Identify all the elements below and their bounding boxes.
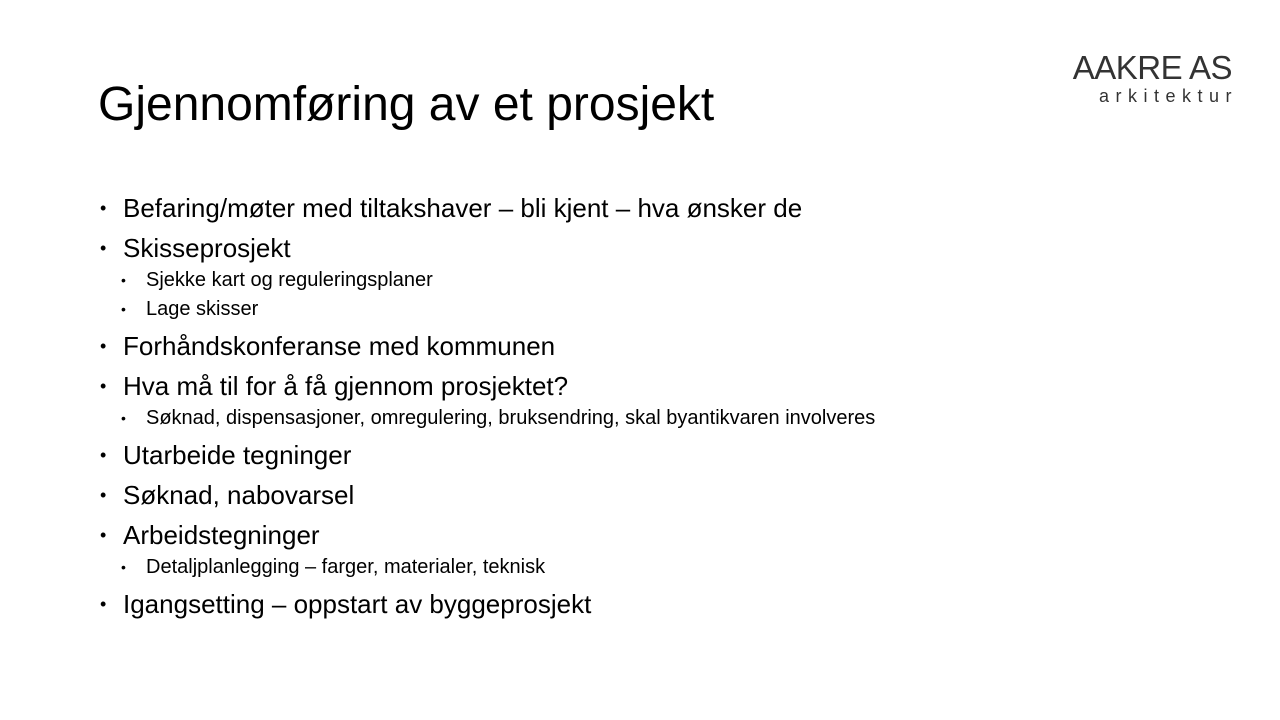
- bullet-item: [98, 477, 1218, 513]
- bullet-text: Utarbeide tegninger: [123, 440, 352, 470]
- sub-bullet-icon: •: [121, 410, 126, 426]
- sub-bullet-item: [98, 404, 1218, 433]
- sub-bullet-item: [98, 553, 1218, 582]
- bullet-icon: •: [100, 336, 107, 356]
- company-logo: [1072, 49, 1238, 106]
- logo-tagline: arkitektur: [1098, 86, 1238, 106]
- bullet-text: Hva må til for å få gjennom prosjektet?: [123, 371, 569, 401]
- bullet-text: Skisseprosjekt: [123, 233, 291, 263]
- bullet-item: [98, 328, 1218, 364]
- slide-title: Gjennomføring av et prosjekt: [98, 78, 715, 131]
- bullet-list: [98, 190, 1218, 622]
- sub-bullet-icon: •: [121, 301, 126, 317]
- bullet-text: Søknad, nabovarsel: [123, 480, 355, 510]
- bullet-text: Igangsetting – oppstart av byggeprosjekt: [123, 589, 592, 619]
- bullet-icon: •: [100, 376, 107, 396]
- bullet-icon: •: [100, 445, 107, 465]
- sub-bullet-icon: •: [121, 272, 126, 288]
- bullet-text: Arbeidstegninger: [123, 520, 320, 550]
- sub-bullet-text: Lage skisser: [146, 298, 259, 320]
- logo-name: AAKRE AS: [1072, 49, 1232, 86]
- bullet-item: [98, 190, 1218, 226]
- bullet-item: [98, 437, 1218, 473]
- bullet-item: [98, 368, 1218, 404]
- bullet-item: [98, 517, 1218, 553]
- sub-bullet-list: [98, 404, 1218, 433]
- sub-bullet-item: [98, 266, 1218, 295]
- bullet-text: Forhåndskonferanse med kommunen: [123, 331, 556, 361]
- sub-bullet-list: [98, 553, 1218, 582]
- sub-bullet-text: Detaljplanlegging – farger, materialer, teknisk: [146, 556, 546, 578]
- bullet-item: [98, 586, 1218, 622]
- bullet-icon: •: [100, 485, 107, 505]
- bullet-text: Befaring/møter med tiltakshaver – bli kjent – hva ønsker de: [123, 193, 803, 223]
- sub-bullet-text: Søknad, dispensasjoner, omregulering, bruksendring, skal byantikvaren involveres: [146, 407, 876, 429]
- bullet-icon: •: [100, 594, 107, 614]
- sub-bullet-item: [98, 295, 1218, 324]
- sub-bullet-text: Sjekke kart og reguleringsplaner: [146, 269, 433, 291]
- bullet-icon: •: [100, 238, 107, 258]
- sub-bullet-list: [98, 266, 1218, 324]
- bullet-icon: •: [100, 198, 107, 218]
- bullet-icon: •: [100, 525, 107, 545]
- sub-bullet-icon: •: [121, 559, 126, 575]
- bullet-item: [98, 230, 1218, 266]
